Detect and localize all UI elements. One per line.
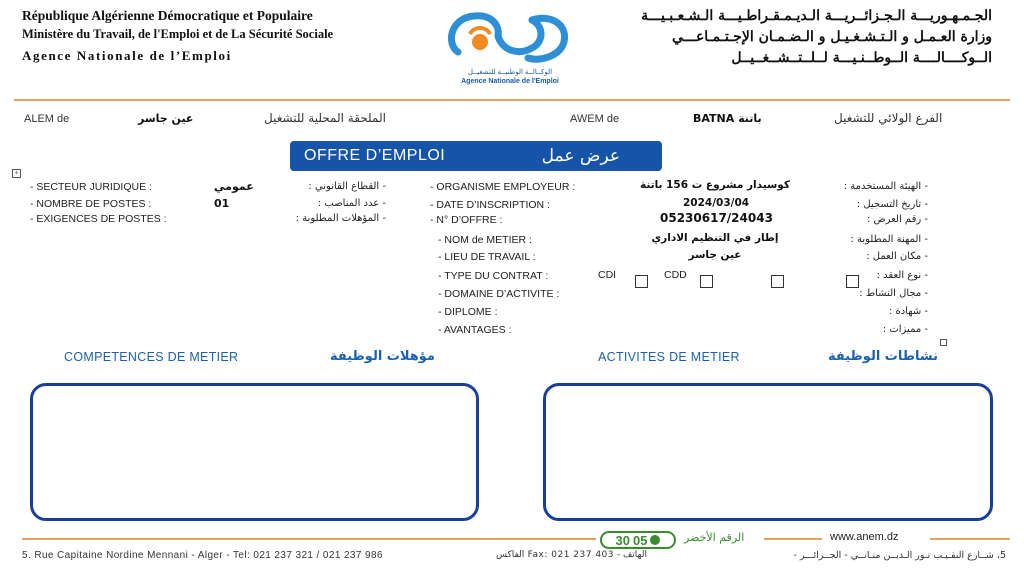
header-fr-agency: Agence Nationale de l’Emploi	[22, 48, 232, 63]
alem-ar-label: الملحقة المحلية للتشغيل	[264, 111, 386, 125]
field-domaine-ar: - مجال النشاط :	[859, 288, 928, 299]
field-avantages-ar: - مميزات :	[882, 324, 928, 335]
footer-line-left	[22, 538, 596, 540]
header-fr-republic: République Algérienne Démocratique et Populaire	[22, 8, 313, 23]
contract-cdd-label: CDD	[664, 269, 687, 281]
green-number-b: 05	[633, 532, 648, 548]
phone-icon	[650, 535, 660, 545]
expand-icon[interactable]: +	[12, 169, 21, 178]
competences-heading-ar: مؤهلات الوظيفة	[330, 349, 435, 364]
activites-heading-fr: ACTIVITES DE METIER	[598, 350, 740, 364]
offre-title-banner	[290, 141, 662, 171]
header-divider	[14, 99, 1010, 101]
field-exigences-ar: - المؤهلات المطلوبة :	[295, 213, 386, 224]
contract-cdd-checkbox[interactable]	[700, 275, 713, 288]
field-domaine-label: - DOMAINE D’ACTIVITE :	[438, 288, 560, 300]
green-number-a: 30	[615, 532, 630, 548]
logo-caption-ar: الوكــالــة الوطنيــة للتشغيــل	[467, 69, 553, 76]
field-metier-label: - NOM de METIER :	[438, 234, 532, 246]
footer-phone-fax: الهاتف - Fax: 021 237 403 الفاكس	[496, 550, 647, 560]
awem-label: AWEM de	[570, 113, 620, 125]
contract-ar-checkbox[interactable]	[846, 275, 859, 288]
footer-address-ar: 5، شــارع النقـيـب نـور الـديــن منـانــي - الجــزائـــر -	[793, 550, 1006, 561]
field-diplome-ar: - شهادة :	[888, 306, 928, 317]
field-contrat-label: - TYPE DU CONTRAT :	[438, 270, 549, 282]
title-ar: عرض عمل	[541, 146, 620, 166]
header-fr-ministry: Ministère du Travail, de l'Emploi et de La Sécurité Sociale	[22, 27, 334, 41]
anem-logo	[440, 4, 580, 92]
field-postes-ar: - عدد المناصب :	[317, 198, 386, 209]
footer-line-mid	[764, 538, 822, 540]
field-secteur-ar: - القطاع القانوني :	[308, 181, 386, 192]
website-link[interactable]: www.anem.dz	[830, 531, 899, 543]
field-offre-ar: - رقم العرض :	[866, 214, 928, 225]
green-number-label: الرقم الأخضر	[684, 531, 745, 544]
contract-cdi-checkbox[interactable]	[635, 275, 648, 288]
logo-caption-fr: Agence Nationale de l'Emploi	[461, 78, 559, 85]
activites-panel[interactable]	[543, 383, 993, 521]
field-avantages-label: - AVANTAGES :	[438, 324, 512, 336]
field-lieu-ar: - مكان العمل :	[866, 251, 928, 262]
field-secteur-value: عمومي	[214, 180, 254, 193]
field-postes-label: - NOMBRE DE POSTES :	[30, 198, 152, 210]
field-secteur-label: - SECTEUR JURIDIQUE :	[30, 181, 152, 193]
title-fr: OFFRE D’EMPLOI	[304, 147, 446, 164]
alem-label: ALEM de	[24, 113, 70, 125]
header-ar-agency: الــوكــــالــــة الــوطــنـيـــة لــلــتــشــغــيــل	[731, 50, 992, 66]
field-lieu-value: عين جاسر	[688, 249, 742, 261]
field-diplome-label: - DIPLOME :	[438, 306, 498, 318]
field-lieu-label: - LIEU DE TRAVAIL :	[438, 251, 536, 263]
green-number-badge	[600, 531, 676, 549]
footer-line-right	[930, 538, 1010, 540]
field-organisme-label: - ORGANISME EMPLOYEUR :	[430, 181, 576, 193]
field-offre-label: - N° D’OFFRE :	[430, 214, 503, 226]
contract-cdi-label: CDI	[598, 269, 617, 281]
field-metier-value: إطار في التنظيم الاداري	[651, 232, 779, 244]
competences-heading-fr: COMPETENCES DE METIER	[64, 350, 239, 364]
collapse-icon[interactable]	[940, 339, 947, 346]
field-contrat-ar: - نوع العقد :	[876, 270, 928, 281]
contract-other-checkbox[interactable]	[771, 275, 784, 288]
field-exigences-label: - EXIGENCES DE POSTES :	[30, 213, 167, 225]
field-organisme-value: كوسيدار مشروع ت 156 باتنة	[639, 179, 790, 191]
alem-value: عين جاسر	[138, 112, 194, 125]
header-ar-republic: الجـمـهـوريـــة الـجـزائــريـــة الـديـمـقـراطـيـــة الـشـعـبـيـــة	[641, 8, 992, 24]
field-metier-ar: - المهنة المطلوبة :	[850, 234, 928, 245]
field-date-value: 2024/03/04	[683, 197, 750, 209]
anem-logo-icon	[440, 4, 580, 74]
activites-heading-ar: نشاطات الوظيفة	[828, 349, 938, 364]
competences-panel[interactable]	[30, 383, 479, 521]
field-date-label: - DATE D’INSCRIPTION :	[430, 199, 550, 211]
field-date-ar: - تاريخ التسجيل :	[856, 199, 928, 210]
awem-ar-label: الفرع الولائي للتشغيل	[834, 111, 943, 125]
field-postes-value: 01	[214, 197, 230, 210]
awem-value: BATNA باتنة	[693, 112, 762, 125]
header-ar-ministry: وزارة العـمـل و الـتـشـغـيـل و الـضـمـان الإجـتـمـاعـــي	[671, 29, 992, 45]
footer-address-fr: 5. Rue Capitaine Nordine Mennani - Alger - Tel: 021 237 321 / 021 237 986	[22, 550, 383, 561]
field-offre-value: 05230617/24043	[660, 211, 773, 225]
field-organisme-ar: - الهيئة المستخدمة :	[843, 181, 928, 192]
